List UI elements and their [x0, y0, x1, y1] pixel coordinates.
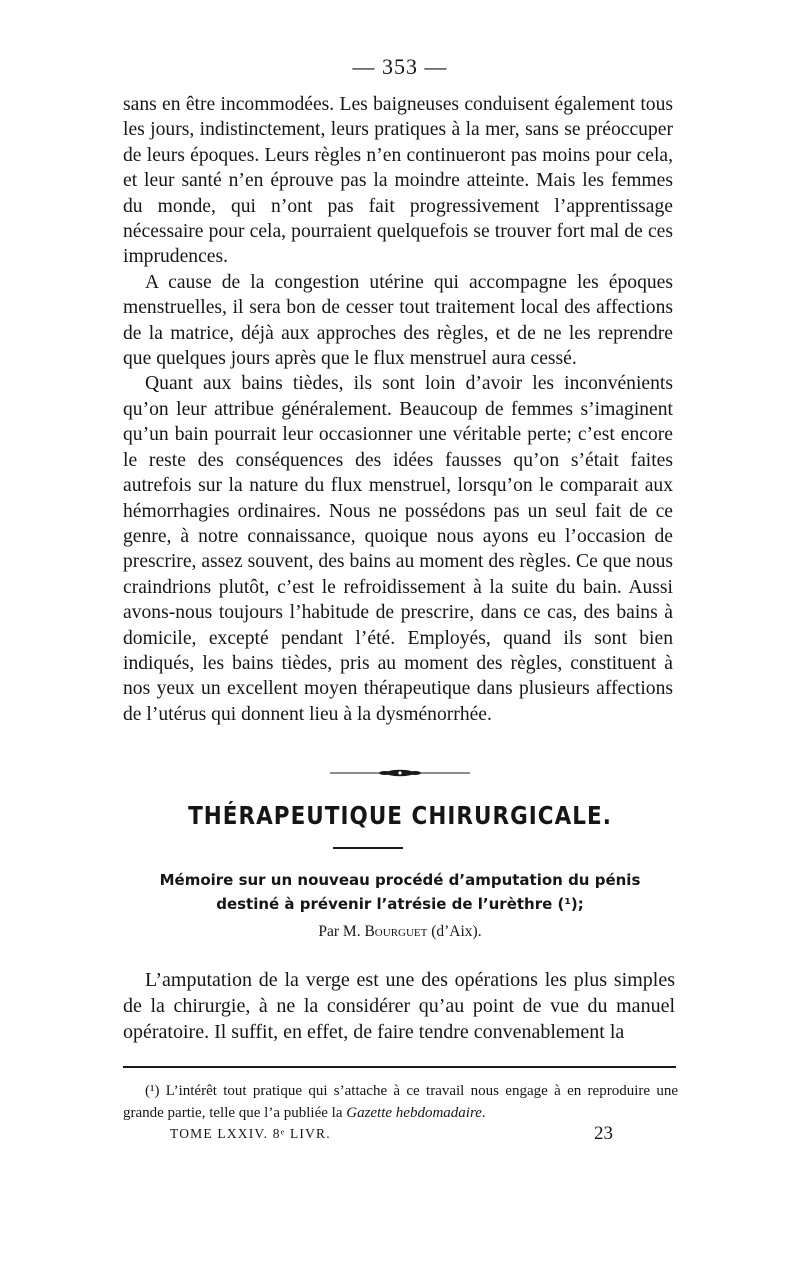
- subtitle-line: destiné à prévenir l’atrésie de l’urèthre (¹);: [216, 895, 584, 913]
- paragraph: L’amputation de la verge est une des opérations les plus simples de la chirurgie, à ne la considérer qu’au point de vue du manuel opératoire. Il suffit, en effet, de faire tendre convenablement la: [123, 969, 675, 1043]
- footnote-end: .: [481, 1105, 486, 1121]
- sheet-number: 23: [594, 1123, 613, 1144]
- section-ornament: [0, 768, 800, 778]
- author-prefix: Par M.: [318, 923, 361, 940]
- page-number: — 353 —: [352, 54, 448, 79]
- footnote-text: (¹) L’intérêt tout pratique qui s’attache à ce travail nous engage à en reproduire une grande partie, telle que l’a publiée la: [123, 1083, 678, 1121]
- ornament-divider-icon: [330, 768, 470, 778]
- paragraph: sans en être incommodées. Les baigneuses conduisent également tous les jours, indistinctement, leurs pratiques à la mer, sans se préoccuper de leurs époques. Leurs règles n’en continueront pas moins pour cela, et leur santé n’en éprouve pas la moindre atteinte. Mais les femmes du monde, qui n’ont pas fait progressivement l’apprentissage nécessaire pour cela, pourraient quelquefois se trouver fort mal de ces imprudences.: [123, 94, 673, 268]
- paragraph: A cause de la congestion utérine qui accompagne les époques menstruelles, il sera bon de cesser tout traitement local des affections de la matrice, déjà aux approches des règles, et de ne les reprendre que quelques jours après que le flux menstruel aura cessé.: [123, 271, 673, 370]
- article-body: [123, 967, 675, 1045]
- footnote-source: Gazette hebdomadaire: [346, 1105, 482, 1121]
- author-line: [0, 923, 800, 941]
- paragraph: Quant aux bains tièdes, ils sont loin d’avoir les inconvénients qu’on leur attribue généralement. Beaucoup de femmes s’imaginent qu’un bain pourrait leur occasionner une véritable perte; c’est encore le reste des conséquences des idées fausses qu’on s’était faites autrefois sur la nature du flux menstruel, lorsqu’on le comparait aux hémorrhagies ordinaires. Nous ne possédons pas un seul fait de ce genre, à notre connaissance, quoique nous ayons eu l’occasion de prescrire, assez souvent, des bains au moment des règles. Ce que nous craindrions plutôt, c’est le refroidissement à la suite du bain. Aussi avons-nous toujours l’habitude de prescrire, dans ce cas, des bains à domicile, excepté pendant l’été. Employés, quand ils sont bien indiqués, les bains tièdes, pris au moment des règles, constituent à nos yeux un excellent moyen thérapeutique dans plusieurs affections de l’utérus qui donnent lieu à la dysménorrhée.: [123, 373, 673, 725]
- volume-signature: TOME LXXIV. 8ᵉ LIVR.: [170, 1126, 331, 1141]
- article-subtitle: [120, 868, 680, 916]
- footnote: [123, 1080, 678, 1124]
- author-suffix: (d’Aix).: [431, 923, 482, 940]
- footnote-rule: [123, 1066, 676, 1068]
- section-title: THÉRAPEUTIQUE CHIRURGICALE.: [188, 801, 612, 830]
- author-name: Bourguet: [364, 923, 428, 940]
- title-rule: [333, 847, 403, 849]
- subtitle-line: Mémoire sur un nouveau procédé d’amputation du pénis: [159, 871, 641, 889]
- body-text: [123, 92, 673, 727]
